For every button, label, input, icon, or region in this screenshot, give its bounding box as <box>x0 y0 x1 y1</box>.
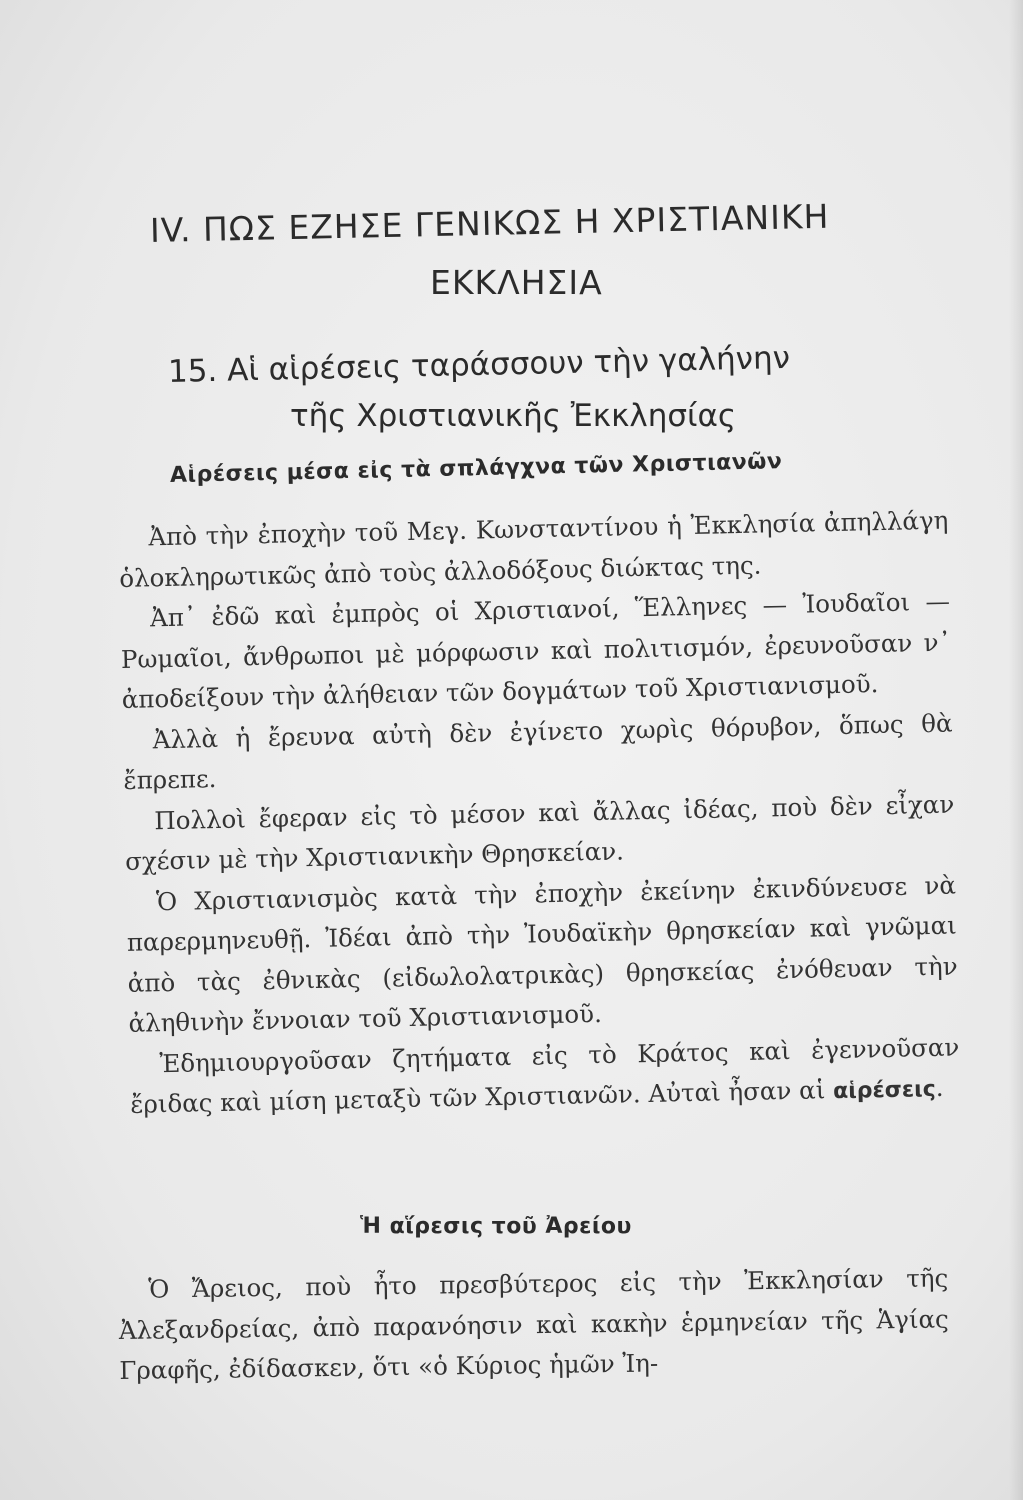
paragraph: Ἀλλὰ ἡ ἔρευνα αὐτὴ δὲν ἐγίνετο χωρὶς θόρυβον, ὅπως θὰ ἔπρεπε. <box>123 708 953 795</box>
section-title <box>167 339 908 438</box>
chapter-title-line1: IV. ΠΩΣ ΕΖΗΣΕ ΓΕΝΙΚΩΣ Η ΧΡΙΣΤΙΑΝΙΚΗ <box>149 196 830 250</box>
paragraph: Ὁ Χριστιανισμὸς κατὰ τὴν ἐποχὴν ἐκείνην ἐκινδύνευσε νὰ παρερμηνευθῇ. Ἰδέαι ἀπὸ τὴν Ἰουδαϊκὴν θρησκείαν καὶ γνῶμαι ἀπὸ τὰς ἐθνικὰς (εἰδωλολατρικὰς) θρησκείας ἐνόθευαν τὴν ἀληθινὴν ἔννοιαν τοῦ Χριστιανισμοῦ. <box>126 870 958 1038</box>
page-edge-shadow <box>1009 0 1023 1500</box>
paragraph: Ὁ Ἄρειος, ποὺ ἦτο πρεσβύτερος εἰς τὴν Ἐκκλησίαν τῆς Ἀλεξανδρείας, ἀπὸ παρανόησιν καὶ κακὴν ἑρμηνείαν τῆς Ἁγίας Γραφῆς, ἐδίδασκεν, ὅτι «ὁ Κύριος ἡμῶν Ἰη- <box>118 1263 949 1385</box>
chapter-title-line2: ΕΚΚΛΗΣΙΑ <box>430 263 603 302</box>
section-title-line2: τῆς Χριστιανικῆς Ἐκκλησίας <box>290 398 737 434</box>
chapter-title <box>149 196 910 309</box>
paragraph-text: Ἐδημιουργοῦσαν ζητήματα εἰς τὸ Κράτος καὶ ἐγεννοῦσαν ἔριδας καὶ μίση μεταξὺ τῶν Χριστιανῶν. Αὐταὶ ἦσαν αἱ <box>129 1032 960 1119</box>
subheading-arius: Ἡ αἵρεσις τοῦ Ἀρείου <box>360 1214 632 1239</box>
subheading-heresies: Αἱρέσεις μέσα εἰς τὰ σπλάγχνα τῶν Χριστιανῶν <box>169 449 783 488</box>
body-text-block-1 <box>118 501 961 1128</box>
body-text-block-2 <box>118 1258 950 1391</box>
section-title-line1: 15. Αἱ αἱρέσεις ταράσσουν τὴν γαλήνην <box>167 339 791 390</box>
bold-term-heresies: αἱρέσεις <box>832 1077 937 1105</box>
paragraph <box>129 1027 961 1127</box>
paragraph: Ἀπ᾽ ἐδῶ καὶ ἐμπρὸς οἱ Χριστιανοί, Ἕλληνες — Ἰουδαῖοι — Ρωμαῖοι, ἄνθρωποι μὲ μόρφωσιν καὶ πολιτισμόν, ἐρευνοῦσαν ν᾽ ἀποδείξουν τὴν ἀλήθειαν τῶν δογμάτων τοῦ Χριστιανισμοῦ. <box>120 586 952 714</box>
paragraph-end: . <box>935 1072 944 1102</box>
paragraph: Ἀπὸ τὴν ἐποχὴν τοῦ Μεγ. Κωνσταντίνου ἡ Ἐκκλησία ἀπηλλάγη ὁλοκληρωτικῶς ἀπὸ τοὺς ἀλλοδόξους διώκτας της. <box>118 505 949 593</box>
paragraph: Πολλοὶ ἔφεραν εἰς τὸ μέσον καὶ ἄλλας ἰδέας, ποὺ δὲν εἶχαν σχέσιν μὲ τὴν Χριστιανικὴν Θρησκείαν. <box>124 789 955 876</box>
